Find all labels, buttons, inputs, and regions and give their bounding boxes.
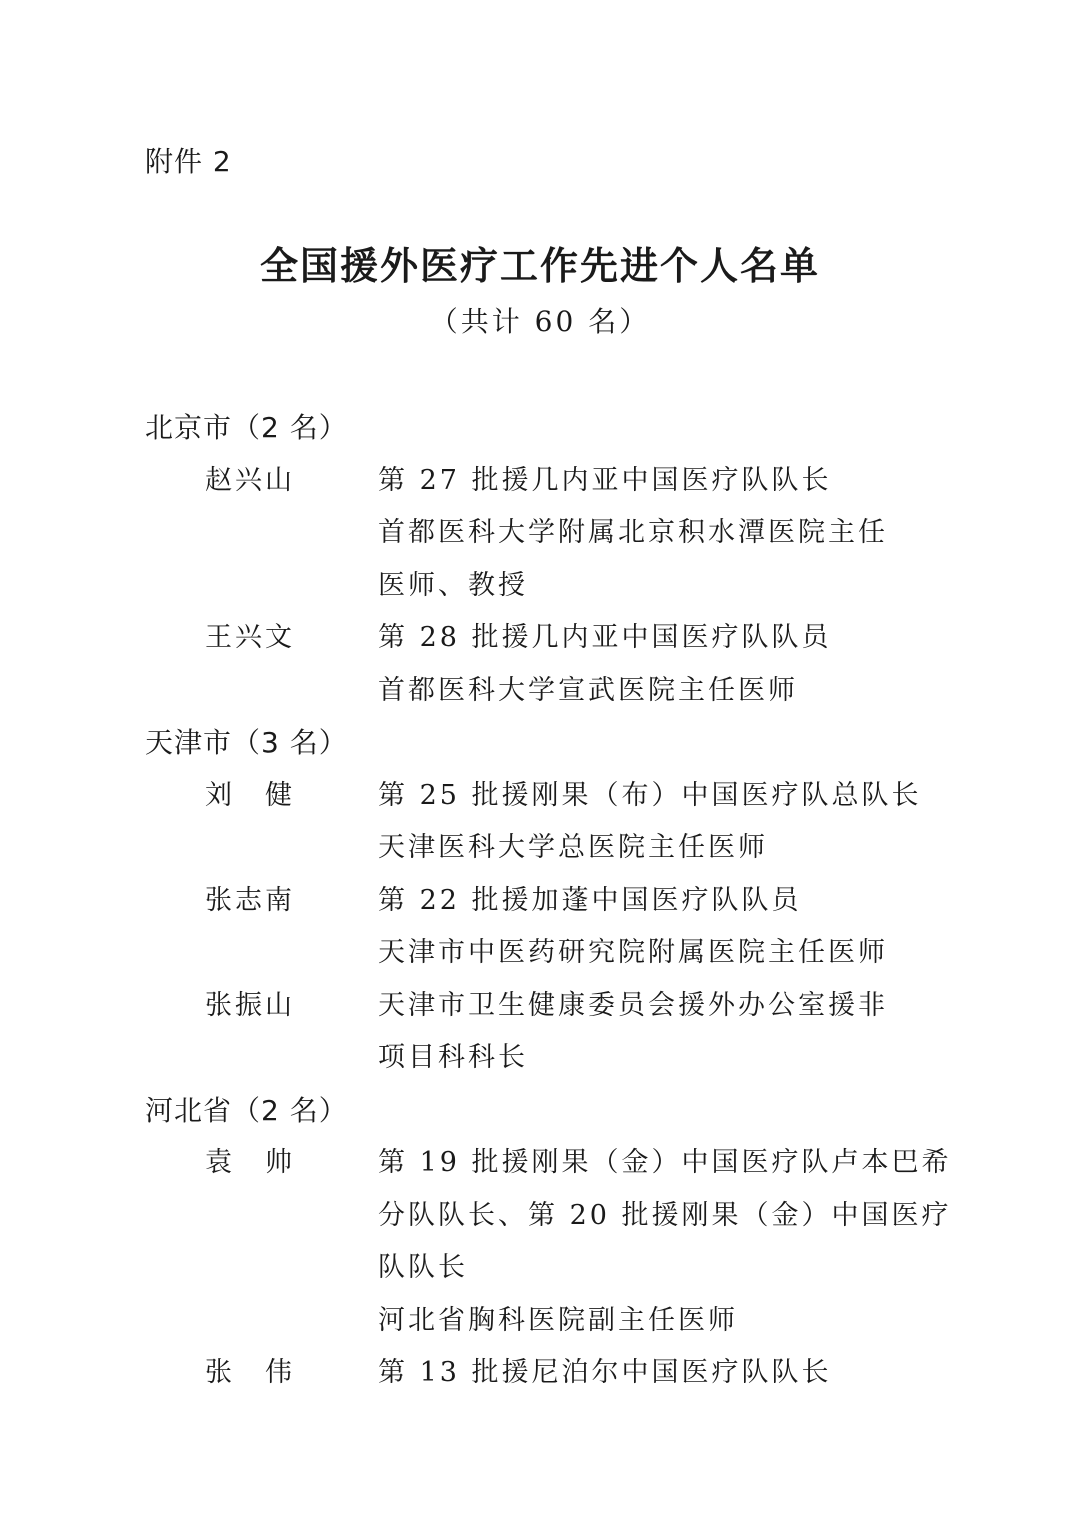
honoree-details [378, 455, 938, 613]
honoree-details [378, 1347, 938, 1400]
honoree-name: 张志南 [205, 884, 295, 916]
honoree-entry [0, 980, 1080, 1085]
province-heading: 北京市（2 名） [145, 411, 348, 444]
honoree-entry [0, 1347, 1080, 1400]
honoree-details [378, 1137, 952, 1347]
honoree-detail-line: 第 25 批援刚果（布）中国医疗队总队长 [378, 779, 922, 811]
honoree-name: 袁 帅 [205, 1147, 295, 1178]
honoree-detail-line: 天津医科大学总医院主任医师 [378, 832, 768, 863]
honoree-detail-line: 分队队长、第 20 批援刚果（金）中国医疗 [378, 1199, 952, 1231]
honoree-detail-line: 第 27 批援几内亚中国医疗队队长 [378, 464, 832, 496]
honoree-name: 刘 健 [205, 779, 295, 811]
document-title: 全国援外医疗工作先进个人名单 [259, 244, 820, 288]
honoree-detail-line: 第 19 批援刚果（金）中国医疗队卢本巴希 [378, 1147, 952, 1178]
honoree-detail-line: 医师、教授 [378, 569, 528, 601]
document-subtitle: （共计 60 名） [429, 305, 651, 338]
province-heading: 河北省（2 名） [145, 1093, 348, 1127]
honoree-details [378, 770, 938, 875]
honoree-entry [0, 770, 1080, 875]
honoree-name: 张 伟 [205, 1357, 295, 1388]
honoree-detail-line: 项目科科长 [378, 1042, 528, 1073]
honoree-detail-line: 第 28 批援几内亚中国医疗队队员 [378, 622, 832, 653]
province-heading: 天津市（3 名） [145, 726, 348, 759]
attachment-label: 附件 2 [145, 145, 232, 178]
honoree-name: 赵兴山 [205, 464, 295, 496]
honoree-entry [0, 455, 1080, 613]
honoree-detail-line: 第 22 批援加蓬中国医疗队队员 [378, 884, 802, 916]
honoree-entry [0, 875, 1080, 980]
honoree-name: 王兴文 [205, 622, 295, 653]
honoree-detail-line: 第 13 批援尼泊尔中国医疗队队长 [378, 1357, 832, 1388]
honoree-detail-line: 河北省胸科医院副主任医师 [378, 1304, 738, 1336]
honoree-details [378, 612, 938, 717]
honoree-name: 张振山 [205, 989, 295, 1021]
honoree-entry [0, 612, 1080, 717]
honoree-detail-line: 首都医科大学附属北京积水潭医院主任 [378, 517, 888, 548]
honoree-entry [0, 1137, 1080, 1347]
honoree-details [378, 875, 938, 980]
honoree-detail-line: 首都医科大学宣武医院主任医师 [378, 674, 798, 706]
honoree-details [378, 980, 938, 1085]
honoree-detail-line: 队队长 [378, 1252, 468, 1283]
province-section [0, 402, 1080, 717]
province-section [0, 717, 1080, 1085]
province-section [0, 1085, 1080, 1400]
honoree-list [0, 402, 1080, 1400]
honoree-detail-line: 天津市中医药研究院附属医院主任医师 [378, 937, 888, 968]
honoree-detail-line: 天津市卫生健康委员会援外办公室援非 [378, 989, 888, 1021]
